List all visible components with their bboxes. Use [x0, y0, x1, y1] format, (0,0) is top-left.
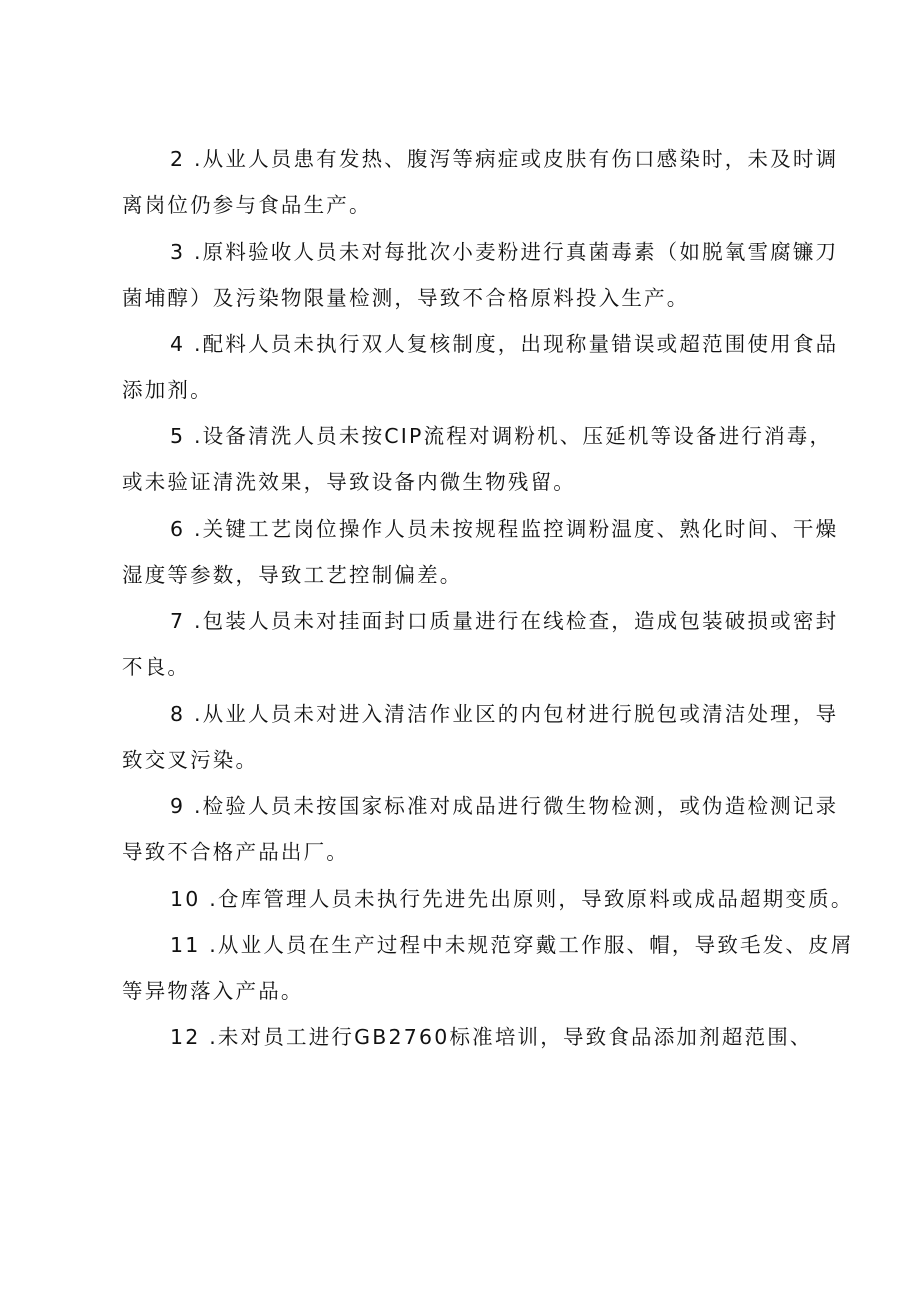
- line: 导致不合格产品出厂。: [122, 840, 349, 864]
- list-item: [122, 691, 839, 783]
- list-item: [122, 229, 839, 321]
- list-item: [122, 321, 839, 413]
- line: 10 .仓库管理人员未执行先进先出原则，导致原料或成品超期变质。: [170, 887, 854, 911]
- list-item: [122, 876, 854, 922]
- list-item: [122, 506, 839, 598]
- line: 11 .从业人员在生产过程中未规范穿戴工作服、帽，导致毛发、皮屑: [170, 933, 854, 957]
- list-item: [122, 1014, 812, 1060]
- list-item: [122, 413, 833, 505]
- list-item: [122, 598, 839, 690]
- line: 离岗位仍参与食品生产。: [122, 193, 372, 217]
- line: 或未验证清洗效果，导致设备内微生物残留。: [122, 470, 576, 494]
- line: 4 .配料人员未执行双人复核制度，出现称量错误或超范围使用食品: [170, 332, 839, 356]
- line: 致交叉污染。: [122, 748, 259, 772]
- list-item: [122, 783, 839, 875]
- line: 7 .包装人员未对挂面封口质量进行在线检查，造成包装破损或密封: [170, 609, 839, 633]
- line: 9 .检验人员未按国家标准对成品进行微生物检测，或伪造检测记录: [170, 794, 839, 818]
- line: 5 .设备清洗人员未按CIP流程对调粉机、压延机等设备进行消毒，: [170, 424, 833, 448]
- line: 菌埔醇）及污染物限量检测，导致不合格原料投入生产。: [122, 286, 690, 310]
- line: 8 .从业人员未对进入清洁作业区的内包材进行脱包或清洁处理，导: [170, 702, 839, 726]
- line: 3 .原料验收人员未对每批次小麦粉进行真菌毒素（如脱氧雪腐镰刀: [170, 240, 839, 264]
- line: 添加剂。: [122, 378, 213, 402]
- line: 2 .从业人员患有发热、腹泻等病症或皮肤有伤口感染时，未及时调: [170, 147, 839, 171]
- line: 6 .关键工艺岗位操作人员未按规程监控调粉温度、熟化时间、干燥: [170, 517, 839, 541]
- line: 等异物落入产品。: [122, 979, 304, 1003]
- line: 不良。: [122, 655, 191, 679]
- line: 湿度等参数，导致工艺控制偏差。: [122, 563, 463, 587]
- list-item: [122, 922, 854, 1014]
- list-item: [122, 136, 839, 228]
- line: 12 .未对员工进行GB2760标准培训，导致食品添加剂超范围、: [170, 1025, 813, 1049]
